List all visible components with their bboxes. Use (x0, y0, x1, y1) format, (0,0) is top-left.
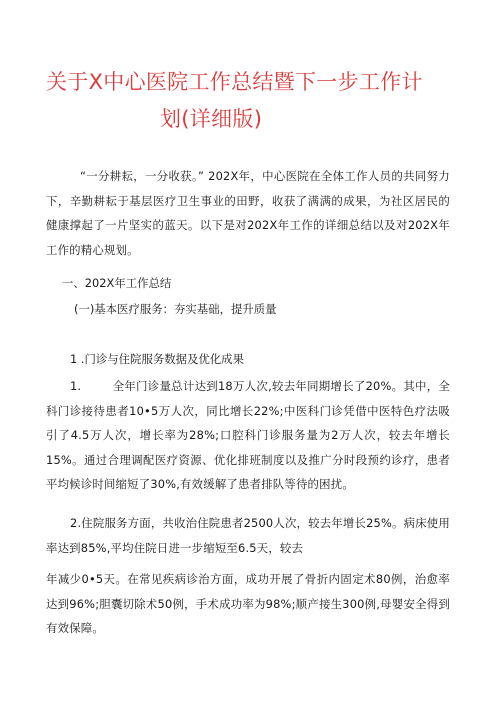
document-title-line1: 关于X中心医院工作总结暨下一步工作计 (46, 70, 423, 94)
item-heading: 1 .门诊与住院服务数据及优化成果 (70, 352, 244, 366)
paragraph-inpatient-1: 2.住院服务方面，共收治住院患者2500人次，较去年增长25%。病床使用率达到85%,平均住院日进一步缩短至6.5天，较去 (46, 516, 450, 555)
paragraph-inpatient-2: 年减少0•5天。在常见疾病诊治方面，成功开展了骨折内固定术80例，治愈率达到96%;胆囊切除术50例，手术成功率为98%;顺产接生300例,母婴安全得到有效保障。 (46, 572, 450, 635)
section-heading: 一、202X年工作总结 (62, 276, 172, 290)
paragraph-outpatient: 1. 全年门诊量总计达到18万人次,较去年同期增长了20%。其中，全科门诊接待患者10•5万人次，同比增长22%;中医科门诊凭借中医特色疗法吸引了4.5万人次，增长率为28%;口腔科门诊服务量为2万人次，较去年增长15%。通过合理调配医疗资源、优化排班制度以及推广分时段预约诊疗，患者平均候诊时间缩短了30%,有效缓解了患者排队等待的困扰。 (46, 379, 450, 491)
document-title-line2: 划(详细版) (160, 107, 263, 131)
subsection-heading: (一)基本医疗服务：夯实基础，提升质量 (74, 302, 277, 316)
intro-paragraph: “一分耕耘，一分收获。” 202X年，中心医院在全体工作人员的共同努力下，辛勤耕耘于基层医疗卫生事业的田野，收获了满满的成果，为社区居民的健康撑起了一片坚实的蓝天。以下是对202X年工作的详细总结以及对202X年工作的精心规划。 (46, 169, 450, 257)
